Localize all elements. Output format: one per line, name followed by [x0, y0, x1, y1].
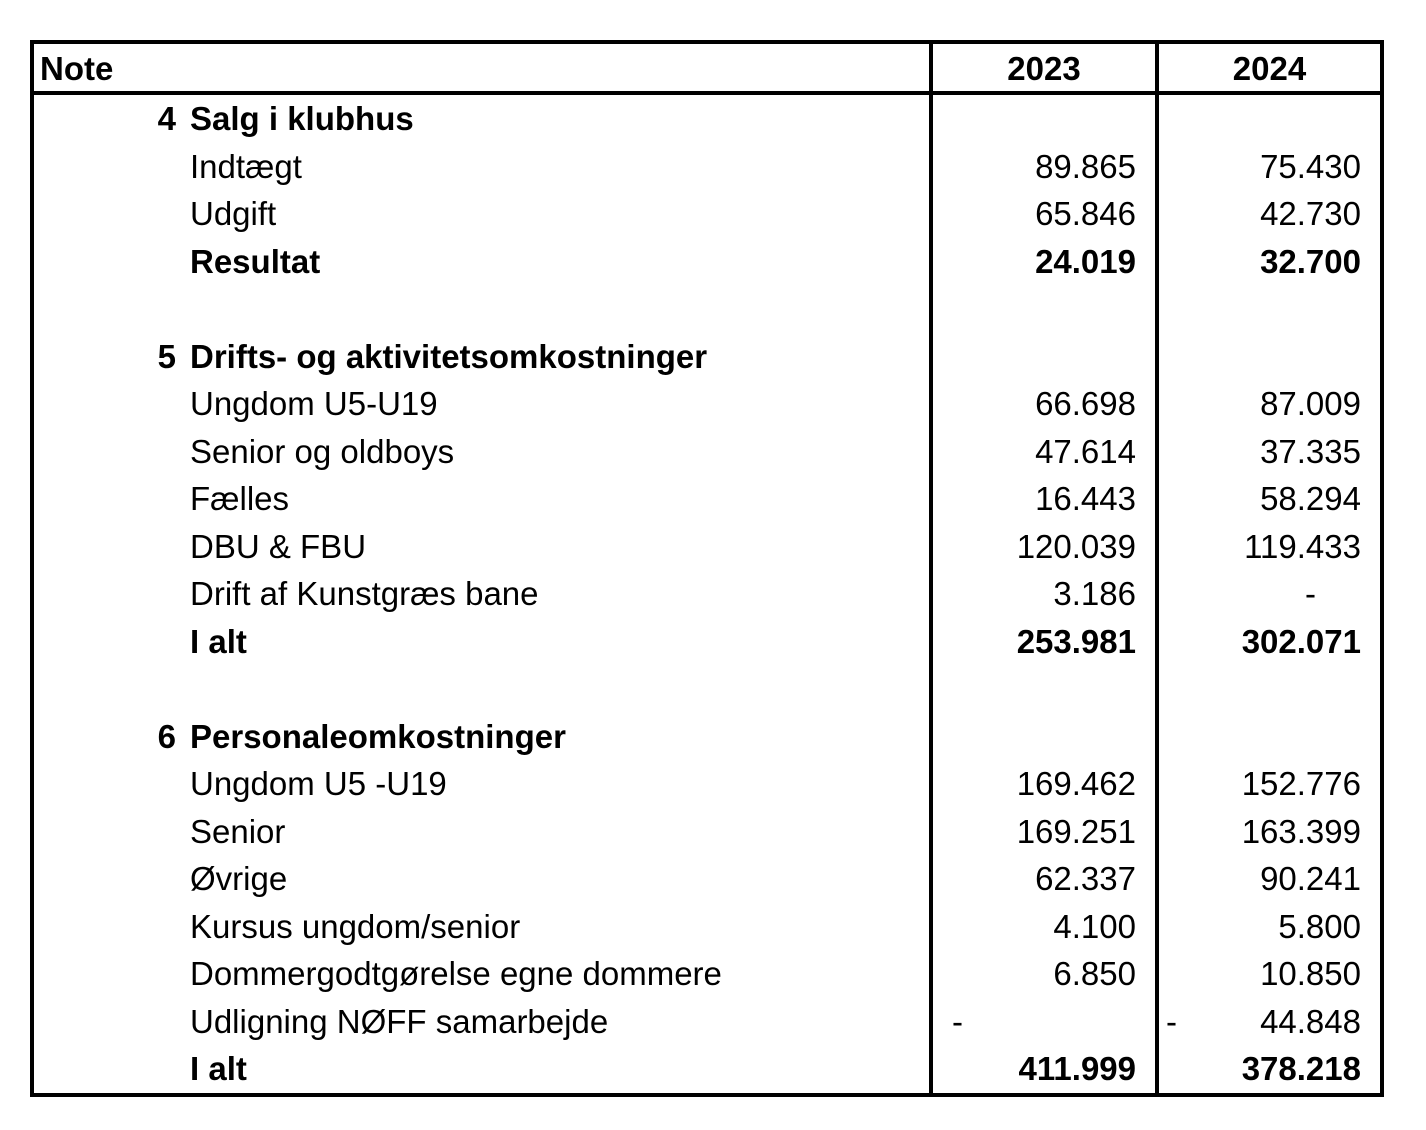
table-row [0, 855, 1426, 902]
value-2023: 169.251 [1016, 813, 1136, 850]
value-2023: 4.100 [1053, 908, 1136, 945]
table-row [0, 523, 1426, 570]
value-2023: 169.462 [1016, 765, 1136, 802]
value-2023: 16.443 [1035, 480, 1136, 517]
table-row [0, 570, 1426, 617]
row-label: Senior og oldboys [190, 433, 455, 470]
value-2024: 75.430 [1260, 148, 1361, 185]
row-label: Dommergodtgørelse egne dommere [190, 955, 722, 992]
value-2023: 65.846 [1035, 195, 1136, 232]
value-2024: 163.399 [1241, 813, 1361, 850]
row-label: Resultat [190, 243, 321, 280]
table-row [0, 808, 1426, 855]
note-number: 6 [157, 718, 176, 755]
value-2024: 87.009 [1260, 385, 1361, 422]
value-2023: 47.614 [1035, 433, 1136, 470]
value-2023: 253.981 [1016, 623, 1136, 660]
table-row [0, 760, 1426, 807]
row-label: Fælles [190, 480, 290, 517]
value-2024: 44.848 [1260, 1003, 1361, 1040]
value-2024-dash: - [1166, 1003, 1177, 1040]
section-title: Drifts- og aktivitetsomkostninger [190, 338, 708, 375]
value-2024: 378.218 [1241, 1050, 1361, 1087]
value-2023-dash: - [952, 1003, 963, 1040]
section-heading [0, 333, 1426, 380]
table-row [0, 475, 1426, 522]
value-2024: 42.730 [1260, 195, 1361, 232]
section-heading [0, 713, 1426, 760]
table-row [0, 143, 1426, 190]
total-row [0, 238, 1426, 285]
note-number: 5 [157, 338, 176, 375]
value-2024: 10.850 [1260, 955, 1361, 992]
row-label: Øvrige [190, 860, 288, 897]
value-2023: 66.698 [1035, 385, 1136, 422]
value-2024: 302.071 [1241, 623, 1361, 660]
total-row [0, 618, 1426, 665]
row-label: I alt [190, 1050, 247, 1087]
row-label: I alt [190, 623, 247, 660]
value-2024: 32.700 [1260, 243, 1361, 280]
value-2024: 119.433 [1244, 528, 1361, 565]
value-2024-dash: - [1305, 575, 1316, 612]
value-2023: 120.039 [1016, 528, 1136, 565]
value-2023: 24.019 [1035, 243, 1136, 280]
value-2024: 152.776 [1241, 765, 1361, 802]
value-2024: 58.294 [1260, 480, 1361, 517]
table-row [0, 428, 1426, 475]
value-2023: 89.865 [1035, 148, 1136, 185]
value-2023: 6.850 [1053, 955, 1136, 992]
row-label: DBU & FBU [190, 528, 367, 565]
note-number: 4 [157, 100, 176, 137]
row-label: Ungdom U5-U19 [190, 385, 438, 422]
table-row [0, 950, 1426, 997]
total-row [0, 1045, 1426, 1092]
value-2023: 3.186 [1053, 575, 1136, 612]
row-label: Udligning NØFF samarbejde [190, 1003, 609, 1040]
table-row [0, 190, 1426, 237]
table-row [0, 903, 1426, 950]
section-heading [0, 95, 1426, 142]
header-year-2023: 2023 [1007, 50, 1081, 87]
table-row [0, 998, 1426, 1045]
row-label: Indtægt [190, 148, 302, 185]
value-2024: 37.335 [1260, 433, 1361, 470]
row-label: Drift af Kunstgræs bane [190, 575, 539, 612]
value-2023: 411.999 [1018, 1050, 1136, 1087]
row-label: Ungdom U5 -U19 [190, 765, 447, 802]
header-note: Note [40, 50, 114, 87]
section-title: Personaleomkostninger [190, 718, 566, 755]
row-label: Senior [190, 813, 286, 850]
value-2024: 90.241 [1260, 860, 1361, 897]
header-year-2024: 2024 [1232, 50, 1307, 87]
table-row [0, 380, 1426, 427]
section-title: Salg i klubhus [190, 100, 414, 137]
value-2023: 62.337 [1035, 860, 1136, 897]
row-label: Udgift [190, 195, 277, 232]
value-2024: 5.800 [1278, 908, 1361, 945]
row-label: Kursus ungdom/senior [190, 908, 521, 945]
